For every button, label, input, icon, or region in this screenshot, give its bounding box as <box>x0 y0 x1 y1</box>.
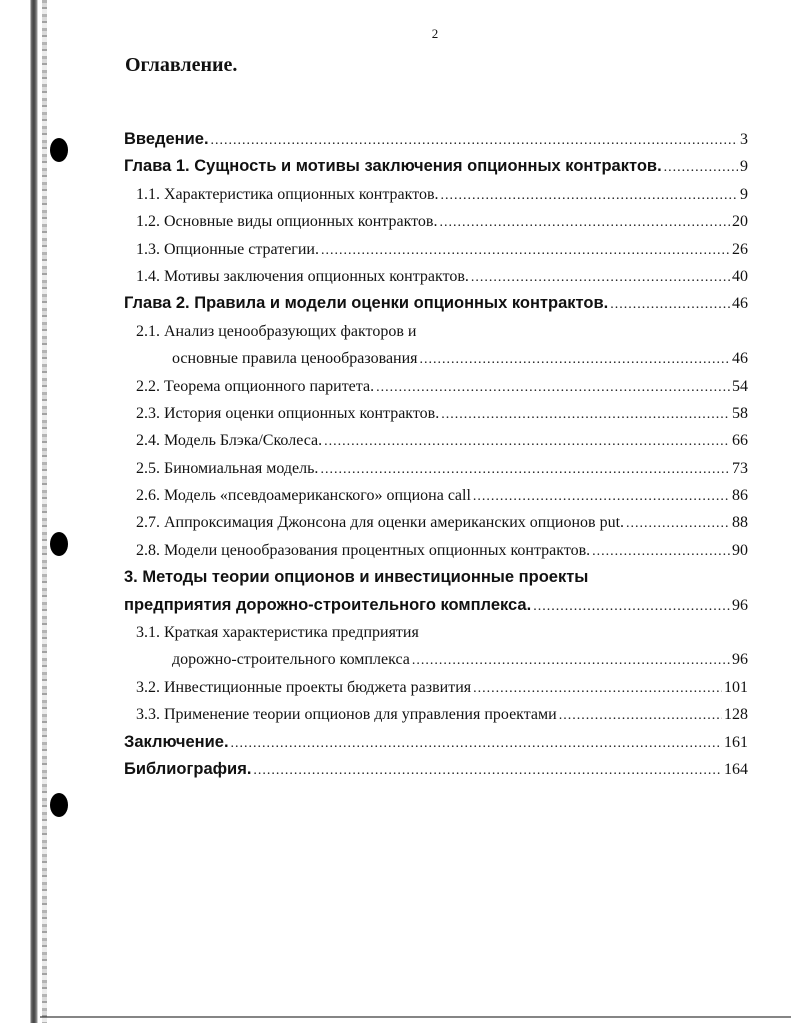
toc-leader-dots <box>376 374 730 400</box>
toc-entry-page: 46 <box>732 350 748 368</box>
toc-entry <box>124 126 748 153</box>
toc-entry-label: 3.3. Применение теории опционов для управления проектами <box>136 706 557 724</box>
punch-hole <box>50 138 68 162</box>
toc-entry-page: 164 <box>724 760 748 778</box>
toc-entry <box>124 236 748 263</box>
toc-entry <box>124 318 748 345</box>
toc-entry-page: 88 <box>732 514 748 532</box>
table-of-contents <box>124 126 748 783</box>
toc-leader-dots <box>253 757 722 783</box>
toc-entry <box>124 208 748 235</box>
toc-entry-page: 161 <box>724 733 748 751</box>
toc-entry <box>124 263 748 290</box>
toc-leader-dots <box>533 593 730 619</box>
toc-entry-label: 2.2. Теорема опционного паритета. <box>136 377 375 395</box>
toc-leader-dots <box>473 675 722 701</box>
toc-entry-label: 3.2. Инвестиционные проекты бюджета развития <box>136 678 472 696</box>
toc-entry-page: 96 <box>732 596 748 614</box>
toc-entry-label: Библиография. <box>124 759 252 778</box>
toc-entry-label: 1.3. Опционные стратегии. <box>136 240 319 258</box>
toc-entry <box>124 619 748 646</box>
toc-entry-page: 40 <box>732 267 748 285</box>
toc-leader-dots <box>441 182 738 208</box>
toc-entry <box>124 455 748 482</box>
toc-title: Оглавление. <box>125 54 238 76</box>
toc-entry-continuation <box>124 646 748 673</box>
toc-entry-page: 58 <box>732 404 748 422</box>
scan-edge-artifact <box>42 0 47 1023</box>
toc-entry-page: 73 <box>732 459 748 477</box>
toc-leader-dots <box>324 428 730 454</box>
toc-entry <box>124 564 748 591</box>
toc-entry <box>124 756 748 783</box>
scan-edge-artifact <box>30 0 38 1023</box>
toc-leader-dots <box>439 209 730 235</box>
toc-entry-label: Заключение. <box>124 732 229 751</box>
toc-entry-page: 96 <box>732 651 748 669</box>
page-number: 2 <box>431 26 439 41</box>
toc-entry-continuation-label: предприятия дорожно-строительного комплекса. <box>124 595 532 614</box>
toc-leader-dots <box>626 510 730 536</box>
toc-leader-dots <box>320 456 730 482</box>
toc-entry-page: 20 <box>732 213 748 231</box>
toc-entry-page: 66 <box>732 432 748 450</box>
toc-entry-page: 3 <box>740 131 748 148</box>
punch-hole <box>50 532 68 556</box>
toc-entry-label: Глава 2. Правила и модели оценки опционных контрактов. <box>124 294 609 313</box>
toc-entry-page: 90 <box>732 541 748 559</box>
toc-leader-dots <box>231 730 722 756</box>
toc-leader-dots <box>441 401 730 427</box>
toc-entry-label: 2.4. Модель Блэка/Сколеса. <box>136 432 323 450</box>
toc-leader-dots <box>664 154 738 180</box>
toc-entry <box>124 290 748 317</box>
toc-entry-continuation-label: основные правила ценообразования <box>172 350 418 368</box>
toc-entry-label: Глава 1. Сущность и мотивы заключения опционных контрактов. <box>124 157 662 176</box>
toc-entry-continuation-label: дорожно-строительного комплекса <box>172 651 410 669</box>
toc-entry-continuation <box>124 345 748 372</box>
toc-entry-label: 2.7. Аппроксимация Джонсона для оценки американских опционов put. <box>136 514 625 532</box>
toc-entry-page: 128 <box>724 706 748 724</box>
toc-entry-label: 2.1. Анализ ценообразующих факторов и <box>136 322 417 340</box>
toc-entry-page: 54 <box>732 377 748 395</box>
toc-entry <box>124 400 748 427</box>
toc-leader-dots <box>471 264 730 290</box>
toc-leader-dots <box>592 538 730 564</box>
toc-leader-dots <box>412 647 730 673</box>
scan-bottom-edge <box>40 1016 791 1018</box>
toc-entry-label: 2.5. Биномиальная модель. <box>136 459 319 477</box>
toc-entry <box>124 181 748 208</box>
toc-entry-label: 3. Методы теории опционов и инвестиционные проекты <box>124 568 589 587</box>
toc-entry <box>124 427 748 454</box>
toc-entry-label: 2.6. Модель «псевдоамериканского» опциона call <box>136 487 471 505</box>
toc-leader-dots <box>211 127 738 153</box>
toc-entry <box>124 482 748 509</box>
toc-entry-page: 86 <box>732 487 748 505</box>
toc-entry <box>124 674 748 701</box>
toc-entry-label: 1.1. Характеристика опционных контрактов. <box>136 185 439 203</box>
toc-entry-page: 26 <box>732 240 748 258</box>
toc-entry <box>124 537 748 564</box>
toc-entry-label: Введение. <box>124 130 209 148</box>
toc-entry <box>124 701 748 728</box>
toc-entry-page: 101 <box>724 678 748 696</box>
toc-entry <box>124 729 748 756</box>
punch-hole <box>50 793 68 817</box>
toc-leader-dots <box>420 346 730 372</box>
toc-leader-dots <box>321 237 730 263</box>
toc-entry-page: 46 <box>732 295 748 313</box>
toc-entry-page: 9 <box>740 185 748 203</box>
toc-entry <box>124 153 748 180</box>
toc-leader-dots <box>559 702 722 728</box>
toc-entry <box>124 373 748 400</box>
toc-entry-page: 9 <box>740 158 748 176</box>
toc-entry-continuation <box>124 592 748 619</box>
toc-entry <box>124 509 748 536</box>
toc-entry-label: 2.3. История оценки опционных контрактов. <box>136 404 440 422</box>
toc-leader-dots <box>610 291 730 317</box>
toc-entry-label: 2.8. Модели ценообразования процентных опционных контрактов. <box>136 541 591 559</box>
toc-entry-label: 3.1. Краткая характеристика предприятия <box>136 624 419 642</box>
toc-leader-dots <box>473 483 730 509</box>
toc-entry-label: 1.2. Основные виды опционных контрактов. <box>136 213 438 231</box>
toc-entry-label: 1.4. Мотивы заключения опционных контрактов. <box>136 267 469 285</box>
